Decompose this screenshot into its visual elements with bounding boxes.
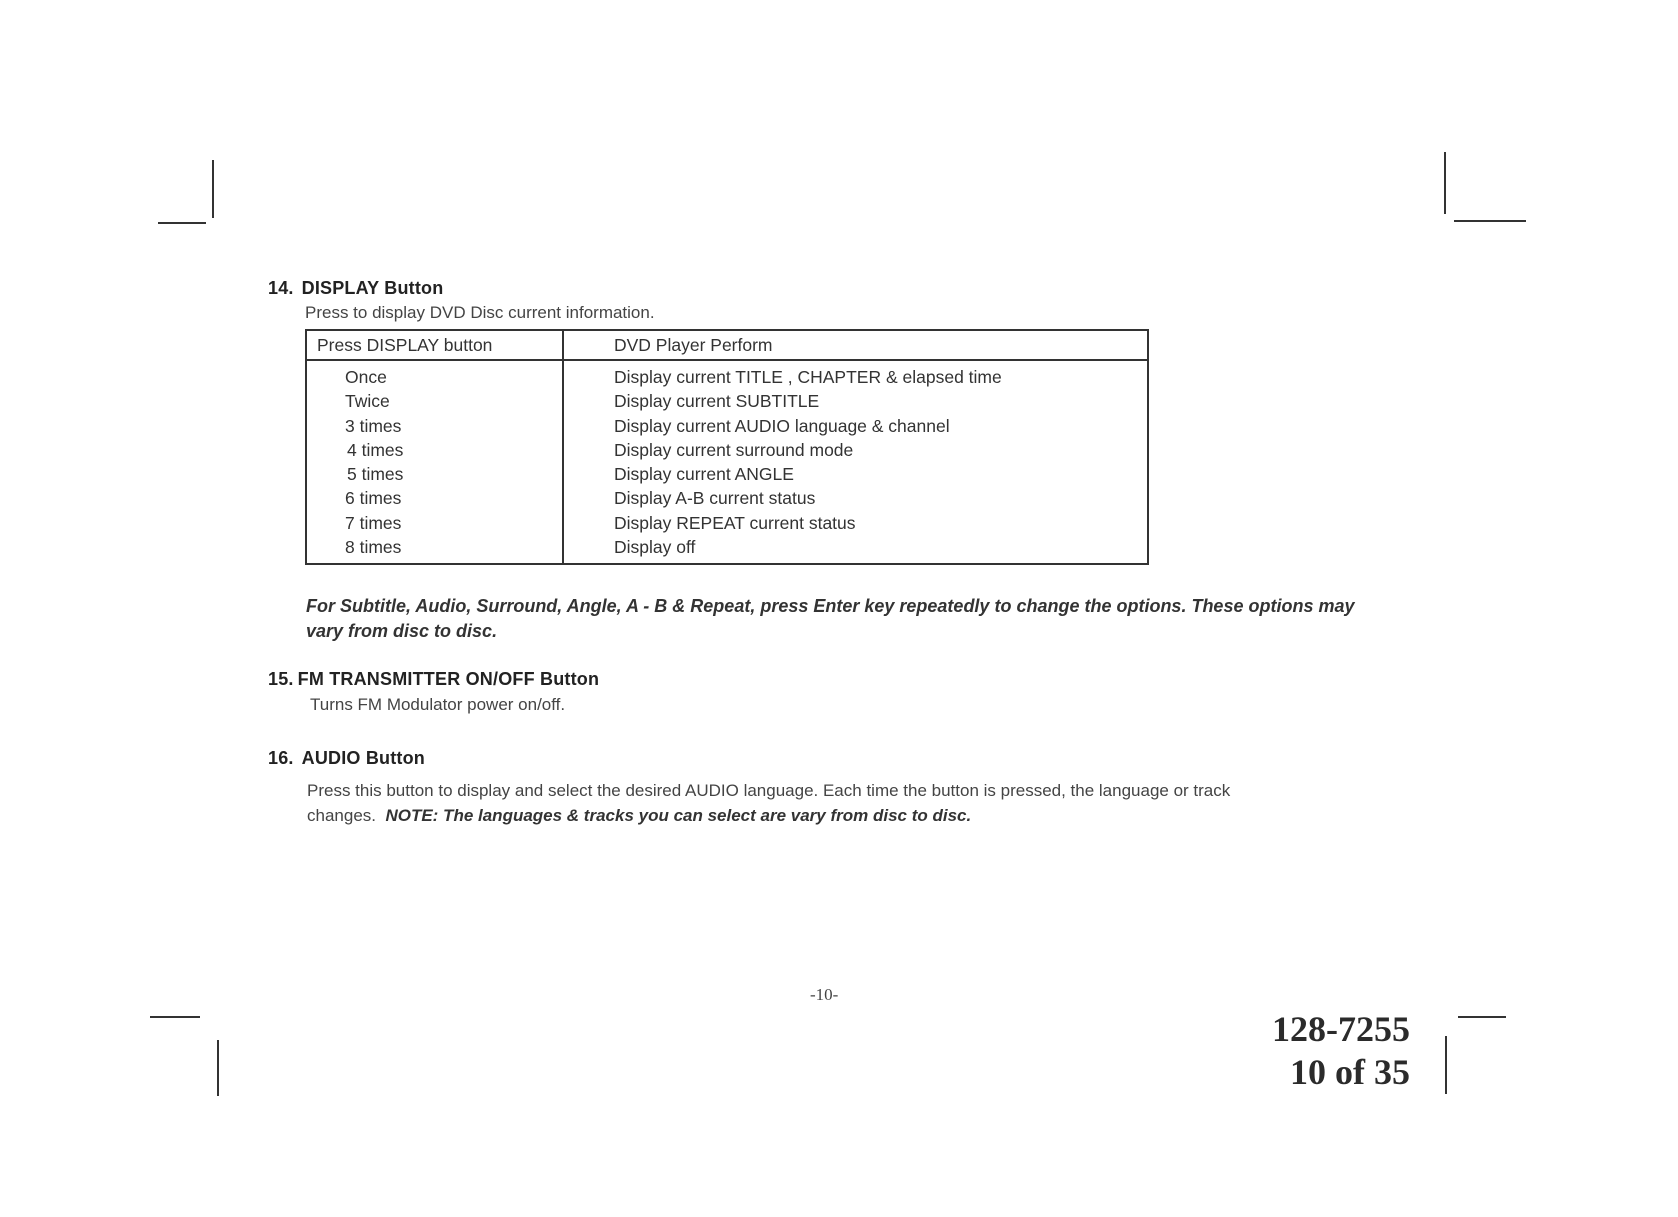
- section-number: 14.: [268, 278, 294, 298]
- display-button-table: [305, 329, 1149, 565]
- table-header-perform: DVD Player Perform: [563, 330, 1148, 360]
- section-description: Press to display DVD Disc current information.: [305, 303, 655, 322]
- table-cell: 8 times: [345, 537, 402, 558]
- section-title: FM TRANSMITTER ON/OFF Button: [297, 669, 600, 689]
- table-column-press: [306, 360, 563, 564]
- crop-mark: [1458, 1016, 1506, 1018]
- table-cell: Display off: [614, 537, 696, 558]
- table-cell: Display current surround mode: [614, 439, 854, 460]
- audio-note: NOTE: The languages & tracks you can select are vary from disc to disc.: [385, 806, 972, 825]
- table-cell: Display REPEAT current status: [614, 512, 856, 533]
- section-heading: [268, 669, 599, 690]
- table-cell: Display A-B current status: [614, 488, 816, 509]
- table-cell: 4 times: [347, 439, 404, 460]
- description-text: changes.: [307, 806, 376, 825]
- section-display-button: [268, 278, 443, 299]
- options-note: [306, 594, 1406, 644]
- note-line: For Subtitle, Audio, Surround, Angle, A - B & Repeat, press Enter key repeatedly to change the options. These options may: [306, 596, 1355, 616]
- crop-mark: [1454, 220, 1526, 222]
- section-heading: [268, 278, 443, 299]
- section-number: 15.: [268, 669, 294, 689]
- crop-mark: [1445, 1036, 1447, 1094]
- section-heading: [268, 748, 425, 769]
- description-line: [307, 803, 1427, 828]
- crop-mark: [158, 222, 206, 224]
- table-cell: Display current AUDIO language & channel: [614, 415, 950, 436]
- section-audio-button: [268, 748, 425, 769]
- document-id: [1272, 1008, 1410, 1094]
- table-cell: Twice: [345, 391, 390, 412]
- crop-mark: [212, 160, 214, 218]
- table-cell: 6 times: [345, 488, 402, 509]
- table-column-perform: [563, 360, 1148, 564]
- table-cell: 3 times: [345, 415, 402, 436]
- table-cell: Once: [345, 367, 387, 387]
- section-description: [307, 778, 1427, 828]
- crop-mark: [217, 1040, 219, 1096]
- table-cell: Display current ANGLE: [614, 464, 794, 485]
- crop-mark: [150, 1016, 200, 1018]
- section-fm-transmitter: [268, 669, 599, 690]
- table-header-press: Press DISPLAY button: [306, 330, 563, 360]
- section-title: AUDIO Button: [301, 748, 425, 768]
- document-number: 128-7255: [1272, 1009, 1410, 1049]
- page-number: -10-: [810, 985, 839, 1004]
- section-title: DISPLAY Button: [301, 278, 444, 298]
- table-cell: Display current TITLE , CHAPTER & elapsed time: [614, 367, 1002, 387]
- note-line: vary from disc to disc.: [306, 621, 498, 641]
- table-cell: 7 times: [345, 512, 402, 533]
- table-cell: 5 times: [347, 464, 404, 485]
- page-count: 10 of 35: [1290, 1052, 1410, 1092]
- section-description: Turns FM Modulator power on/off.: [310, 695, 566, 714]
- description-line: Press this button to display and select the desired AUDIO language. Each time the button is pressed, the language or track: [307, 781, 1231, 800]
- section-number: 16.: [268, 748, 294, 768]
- table-cell: Display current SUBTITLE: [614, 391, 820, 412]
- crop-mark: [1444, 152, 1446, 214]
